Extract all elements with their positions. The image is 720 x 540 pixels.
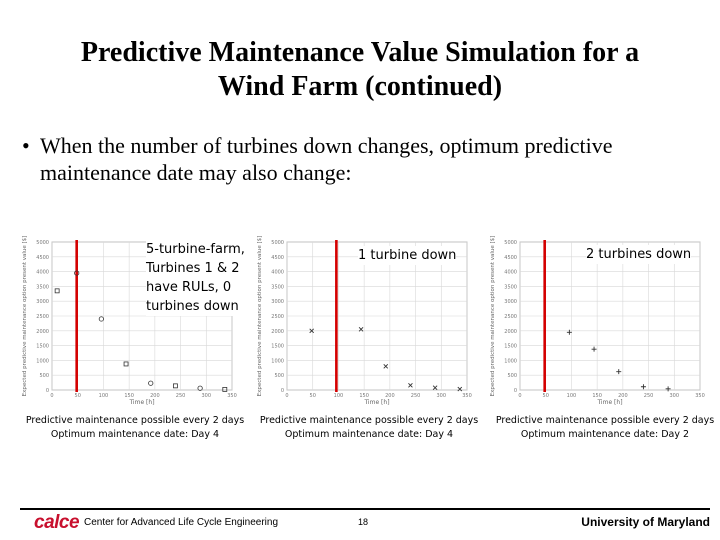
x-tick-label: 50	[74, 393, 81, 399]
annotation-line: have RULs, 0	[146, 280, 232, 295]
annotation-line: Turbines 1 & 2	[146, 261, 240, 276]
bullet-symbol: •	[22, 133, 30, 158]
caption-line: Predictive maintenance possible every 2 days	[25, 415, 245, 426]
y-tick-label: 1000	[36, 358, 49, 365]
x-tick-label: 200	[150, 393, 160, 399]
x-tick-label: 0	[518, 393, 522, 399]
x-axis-label: Time [h]	[129, 399, 155, 406]
x-tick-label: 300	[436, 393, 447, 399]
y-tick-label: 3500	[504, 284, 517, 291]
bullet-point	[22, 132, 700, 186]
annotation-line: 1 turbine down	[358, 248, 457, 263]
chart-one-turbine-down	[253, 232, 475, 408]
x-tick-label: 100	[333, 393, 344, 399]
y-tick-label: 4000	[271, 269, 284, 276]
chart-two-turbines-down	[486, 232, 708, 408]
x-tick-label: 0	[50, 393, 54, 399]
university-name: University of Maryland	[581, 515, 710, 529]
chart-annotation	[146, 240, 250, 316]
y-tick-label: 1500	[504, 343, 517, 350]
x-tick-label: 350	[227, 393, 237, 399]
y-tick-label: 500	[39, 373, 49, 380]
y-tick-label: 5000	[271, 240, 284, 246]
chart-five-turbine	[18, 232, 245, 408]
x-tick-label: 150	[124, 393, 134, 399]
slide-title-line1: Predictive Maintenance Value Simulation for a	[80, 37, 640, 68]
annotation-line: turbines down	[146, 299, 239, 314]
y-tick-label: 4000	[504, 269, 517, 276]
chart-annotation	[586, 245, 691, 264]
y-tick-label: 1500	[271, 343, 284, 350]
x-tick-label: 250	[643, 393, 654, 399]
y-tick-label: 5000	[36, 240, 49, 246]
x-axis-label: Time [h]	[597, 399, 623, 406]
y-tick-label: 4000	[36, 269, 49, 276]
slide-title	[20, 36, 700, 104]
y-tick-label: 3500	[271, 284, 284, 291]
y-axis-label: Expected predictive maintenance option present value [$]	[257, 235, 263, 397]
x-tick-label: 0	[285, 393, 289, 399]
y-tick-label: 500	[507, 373, 517, 380]
x-tick-label: 350	[695, 393, 705, 399]
y-tick-label: 3000	[271, 299, 284, 306]
y-tick-label: 3000	[36, 299, 49, 306]
y-tick-label: 5000	[504, 240, 517, 246]
chart-caption-2	[254, 414, 484, 442]
y-tick-label: 2000	[36, 328, 49, 335]
y-tick-label: 500	[274, 373, 284, 380]
caption-line: Optimum maintenance date: Day 2	[520, 429, 690, 440]
footer-center-name: Center for Advanced Life Cycle Engineering	[84, 517, 279, 528]
y-tick-label: 1500	[36, 343, 49, 350]
bullet-text-line2: maintenance date may also change:	[40, 160, 352, 185]
x-tick-label: 200	[618, 393, 628, 399]
x-tick-label: 50	[309, 393, 316, 399]
caption-line: Predictive maintenance possible every 2 days	[495, 415, 715, 426]
y-tick-label: 1000	[504, 358, 517, 365]
y-tick-label: 0	[280, 388, 284, 394]
annotation-line: 2 turbines down	[586, 247, 692, 262]
annotation-line: 5-turbine-farm,	[146, 242, 245, 257]
x-tick-label: 50	[542, 393, 549, 399]
y-tick-label: 3000	[504, 299, 517, 306]
caption-line: Optimum maintenance date: Day 4	[284, 429, 454, 440]
y-tick-label: 3500	[36, 284, 49, 291]
x-tick-label: 100	[566, 393, 577, 399]
slide-title-line2: Wind Farm (continued)	[217, 71, 503, 102]
y-axis-label: Expected predictive maintenance option present value [$]	[490, 235, 496, 397]
x-axis-label: Time [h]	[364, 399, 390, 406]
x-tick-label: 100	[98, 393, 109, 399]
x-tick-label: 300	[201, 393, 212, 399]
y-tick-label: 2500	[271, 314, 284, 320]
x-tick-label: 150	[359, 393, 369, 399]
x-tick-label: 250	[175, 393, 186, 399]
y-tick-label: 2500	[504, 314, 517, 320]
chart-caption-1	[20, 414, 250, 442]
y-tick-label: 2000	[271, 328, 284, 335]
y-tick-label: 2500	[36, 314, 49, 320]
bullet-text-line1: When the number of turbines down changes, optimum predictive	[40, 133, 613, 158]
y-tick-label: 4500	[36, 254, 49, 261]
chart-caption-3	[490, 414, 720, 442]
x-tick-label: 250	[410, 393, 421, 399]
chart-annotation	[358, 246, 456, 265]
x-tick-label: 300	[669, 393, 680, 399]
y-tick-label: 1000	[271, 358, 284, 365]
y-tick-label: 0	[45, 388, 49, 394]
caption-line: Optimum maintenance date: Day 4	[50, 429, 220, 440]
footer-divider	[20, 508, 710, 510]
x-tick-label: 200	[385, 393, 395, 399]
x-tick-label: 150	[592, 393, 602, 399]
caption-line: Predictive maintenance possible every 2 days	[259, 415, 479, 426]
y-tick-label: 4500	[504, 254, 517, 261]
y-tick-label: 2000	[504, 328, 517, 335]
page-number: 18	[358, 517, 369, 527]
x-tick-label: 350	[462, 393, 472, 399]
y-tick-label: 4500	[271, 254, 284, 261]
y-axis-label: Expected predictive maintenance option present value [$]	[22, 235, 28, 397]
calce-logo: calce	[34, 512, 80, 533]
y-tick-label: 0	[513, 388, 517, 394]
